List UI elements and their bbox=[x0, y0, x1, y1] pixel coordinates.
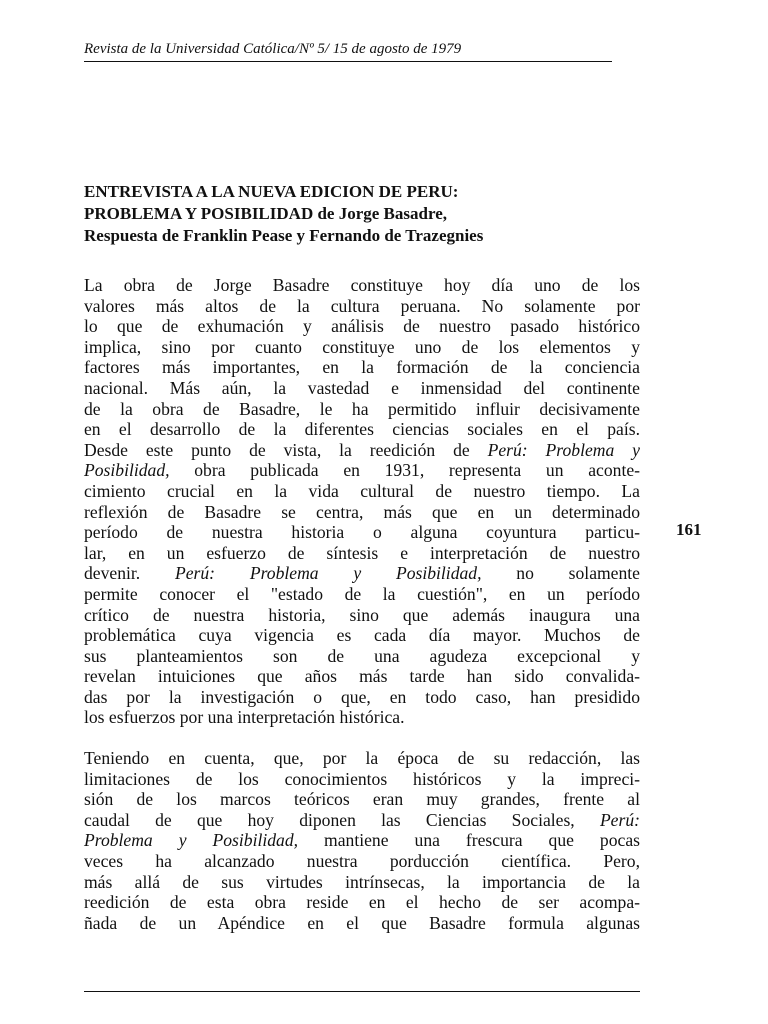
text-line: caudal de que hoy diponen las Ciencias Sociales, Perú: bbox=[84, 809, 640, 830]
text-line: das por la investigación o que, en todo caso, han presidido bbox=[84, 686, 640, 707]
text-line: cimiento crucial en la vida cultural de nuestro tiempo. La bbox=[84, 480, 640, 501]
text-line: en el desarrollo de la diferentes ciencias sociales en el país. bbox=[84, 419, 640, 440]
text-line: Teniendo en cuenta, que, por la época de su redacción, las bbox=[84, 748, 640, 769]
text-line: La obra de Jorge Basadre constituye hoy día uno de los bbox=[84, 275, 640, 295]
text-line: período de nuestra historia o alguna coyuntura particu- bbox=[84, 522, 640, 543]
text-line: más allá de sus virtudes intrínsecas, la importancia de la bbox=[84, 871, 640, 892]
text-line: lo que de exhumación y análisis de nuestro pasado histórico bbox=[84, 316, 640, 337]
text-line: nacional. Más aún, la vastedad e inmensidad del continente bbox=[84, 377, 640, 398]
text-line: ñada de un Apéndice en el que Basadre formula algunas bbox=[84, 912, 640, 933]
text-line: implica, sino por cuanto constituye uno de los elementos y bbox=[84, 336, 640, 357]
page-number: 161 bbox=[676, 520, 702, 539]
text-line: revelan intuiciones que años más tarde han sido convalida- bbox=[84, 666, 640, 687]
text-line: Problema y Posibilidad, mantiene una frescura que pocas bbox=[84, 830, 640, 851]
text-line: los esfuerzos por una interpretación histórica. bbox=[84, 707, 405, 728]
text-line: factores más importantes, en la formación de la conciencia bbox=[84, 357, 640, 378]
paragraph-spacer bbox=[84, 728, 640, 748]
text-line: veces ha alcanzado nuestra porducción científica. Pero, bbox=[84, 851, 640, 872]
text-line: permite conocer el "estado de la cuestión", en un período bbox=[84, 583, 640, 604]
text-line: reflexión de Basadre se centra, más que en un determinado bbox=[84, 501, 640, 522]
text-line: limitaciones de los conocimientos históricos y la impreci- bbox=[84, 768, 640, 789]
text-line: crítico de nuestra historia, sino que además inaugura una bbox=[84, 604, 640, 625]
text-line: lar, en un esfuerzo de síntesis e interpretación de nuestro bbox=[84, 542, 640, 563]
text-line: devenir. Perú: Problema y Posibilidad, no solamente bbox=[84, 563, 640, 584]
title-line: PROBLEMA Y POSIBILIDAD de Jorge Basadre, bbox=[84, 204, 448, 223]
text-line: de la obra de Basadre, le ha permitido influir decisivamente bbox=[84, 398, 640, 419]
text-line: sión de los marcos teóricos eran muy grandes, frente al bbox=[84, 789, 640, 810]
text-line: sus planteamientos son de una agudeza excepcional y bbox=[84, 645, 640, 666]
article-title bbox=[84, 181, 644, 247]
title-line: Respuesta de Franklin Pease y Fernando de Trazegnies bbox=[84, 226, 484, 245]
footer-rule bbox=[84, 991, 640, 992]
text-line: problemática cuya vigencia es cada día mayor. Muchos de bbox=[84, 625, 640, 646]
paragraph-2 bbox=[84, 748, 640, 933]
article-body bbox=[84, 275, 640, 933]
running-head: Revista de la Universidad Católica/Nº 5/ 15 de agosto de 1979 bbox=[84, 38, 612, 62]
title-line: ENTREVISTA A LA NUEVA EDICION DE PERU: bbox=[84, 182, 459, 201]
paragraph-1 bbox=[84, 275, 640, 728]
text-line: Posibilidad, obra publicada en 1931, representa un aconte- bbox=[84, 460, 640, 481]
text-line: reedición de esta obra reside en el hecho de ser acompa- bbox=[84, 892, 640, 913]
text-line: Desde este punto de vista, la reedición de Perú: Problema y bbox=[84, 439, 640, 460]
text-line: valores más altos de la cultura peruana. No solamente por bbox=[84, 295, 640, 316]
